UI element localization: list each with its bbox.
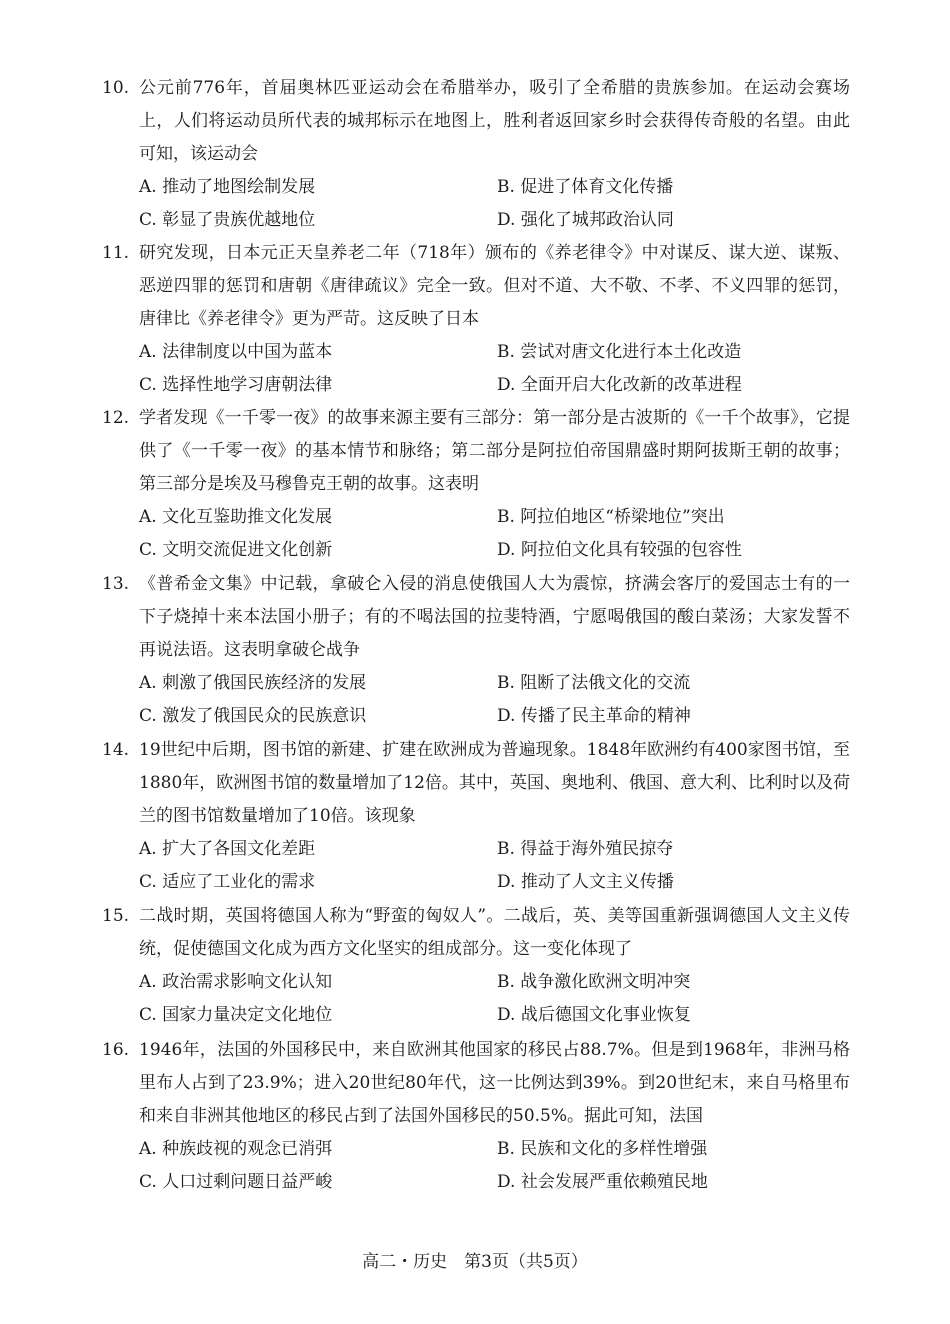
question-stem	[102, 402, 850, 501]
question-number: 15.	[102, 906, 130, 926]
option-list	[102, 336, 850, 402]
option-b: B. 阿拉伯地区“桥梁地位”突出	[497, 507, 725, 527]
question-12	[102, 402, 850, 567]
question-text: 1946年，法国的外国移民中，来自欧洲其他国家的移民占88.7%。但是到1968年，非洲马格里布人占到了23.9%；进入20世纪80年代，这一比例达到39%。到20世纪末，来自马格里布和来自非洲其他地区的移民占到了法国外国移民的50.5%。据此可知，法国	[139, 1040, 850, 1126]
question-text: 研究发现，日本元正天皇养老二年（718年）颁布的《养老律令》中对谋反、谋大逆、谋叛、恶逆四罪的惩罚和唐朝《唐律疏议》完全一致。但对不道、大不敬、不孝、不义四罪的惩罚，唐律比《养老律令》更为严苛。这反映了日本	[139, 243, 850, 329]
question-number: 12.	[102, 408, 130, 428]
question-text: 二战时期，英国将德国人称为“野蛮的匈奴人”。二战后，英、美等国重新强调德国人文主义传统，促使德国文化成为西方文化坚实的组成部分。这一变化体现了	[139, 906, 850, 959]
option-a: A. 扩大了各国文化差距	[139, 839, 316, 859]
question-number: 16.	[102, 1040, 130, 1060]
question-stem	[102, 734, 850, 833]
option-d: D. 推动了人文主义传播	[497, 872, 674, 892]
question-13	[102, 568, 850, 733]
option-c: C. 适应了工业化的需求	[139, 872, 316, 892]
question-stem	[102, 568, 850, 667]
question-text: 《普希金文集》中记载，拿破仑入侵的消息使俄国人大为震惊，挤满会客厅的爱国志士有的一下子烧掉十来本法国小册子；有的不喝法国的拉斐特酒，宁愿喝俄国的酸白菜汤；大家发誓不再说法语。这表明拿破仑战争	[139, 574, 850, 660]
option-c: C. 选择性地学习唐朝法律	[139, 375, 333, 395]
option-b: B. 得益于海外殖民掠夺	[497, 839, 674, 859]
option-list	[102, 667, 850, 733]
option-list	[102, 171, 850, 237]
question-number: 14.	[102, 740, 130, 760]
question-10	[102, 72, 850, 237]
option-list	[102, 1133, 850, 1199]
option-d: D. 全面开启大化改新的改革进程	[497, 375, 742, 395]
option-c: C. 文明交流促进文化创新	[139, 540, 333, 560]
option-a: A. 刺激了俄国民族经济的发展	[139, 673, 367, 693]
option-b: B. 尝试对唐文化进行本土化改造	[497, 342, 742, 362]
option-a: A. 法律制度以中国为蓝本	[139, 342, 333, 362]
option-a: A. 政治需求影响文化认知	[139, 972, 333, 992]
option-b: B. 战争激化欧洲文明冲突	[497, 972, 691, 992]
option-a: A. 文化互鉴助推文化发展	[139, 507, 333, 527]
option-b: B. 促进了体育文化传播	[497, 177, 674, 197]
question-11	[102, 237, 850, 402]
question-stem	[102, 237, 850, 336]
question-14	[102, 734, 850, 899]
option-c: C. 人口过剩问题日益严峻	[139, 1172, 333, 1192]
question-15	[102, 900, 850, 1032]
question-text: 19世纪中后期，图书馆的新建、扩建在欧洲成为普遍现象。1848年欧洲约有400家图书馆，至1880年，欧洲图书馆的数量增加了12倍。其中，英国、奥地利、俄国、意大利、比利时以及荷兰的图书馆数量增加了10倍。该现象	[139, 740, 850, 826]
question-stem	[102, 72, 850, 171]
option-b: B. 民族和文化的多样性增强	[497, 1139, 708, 1159]
option-list	[102, 501, 850, 567]
option-d: D. 阿拉伯文化具有较强的包容性	[497, 540, 742, 560]
option-c: C. 彰显了贵族优越地位	[139, 210, 316, 230]
question-16	[102, 1034, 850, 1199]
option-d: D. 社会发展严重依赖殖民地	[497, 1172, 708, 1192]
option-c: C. 激发了俄国民众的民族意识	[139, 706, 367, 726]
option-a: A. 推动了地图绘制发展	[139, 177, 316, 197]
question-number: 13.	[102, 574, 130, 594]
option-d: D. 传播了民主革命的精神	[497, 706, 691, 726]
option-list	[102, 833, 850, 899]
option-a: A. 种族歧视的观念已消弭	[139, 1139, 333, 1159]
page-footer: 高二・历史 第3页（共5页）	[362, 1252, 588, 1272]
option-d: D. 强化了城邦政治认同	[497, 210, 674, 230]
option-list	[102, 966, 850, 1032]
question-number: 10.	[102, 78, 130, 98]
option-d: D. 战后德国文化事业恢复	[497, 1005, 691, 1025]
question-text: 公元前776年，首届奥林匹亚运动会在希腊举办，吸引了全希腊的贵族参加。在运动会赛场上，人们将运动员所代表的城邦标示在地图上，胜利者返回家乡时会获得传奇般的名望。由此可知，该运动会	[139, 78, 850, 164]
question-text: 学者发现《一千零一夜》的故事来源主要有三部分：第一部分是古波斯的《一千个故事》，它提供了《一千零一夜》的基本情节和脉络；第二部分是阿拉伯帝国鼎盛时期阿拔斯王朝的故事；第三部分是埃及马穆鲁克王朝的故事。这表明	[139, 408, 850, 494]
question-stem	[102, 1034, 850, 1133]
option-b: B. 阻断了法俄文化的交流	[497, 673, 691, 693]
option-c: C. 国家力量决定文化地位	[139, 1005, 333, 1025]
question-number: 11.	[102, 243, 130, 263]
question-stem	[102, 900, 850, 966]
